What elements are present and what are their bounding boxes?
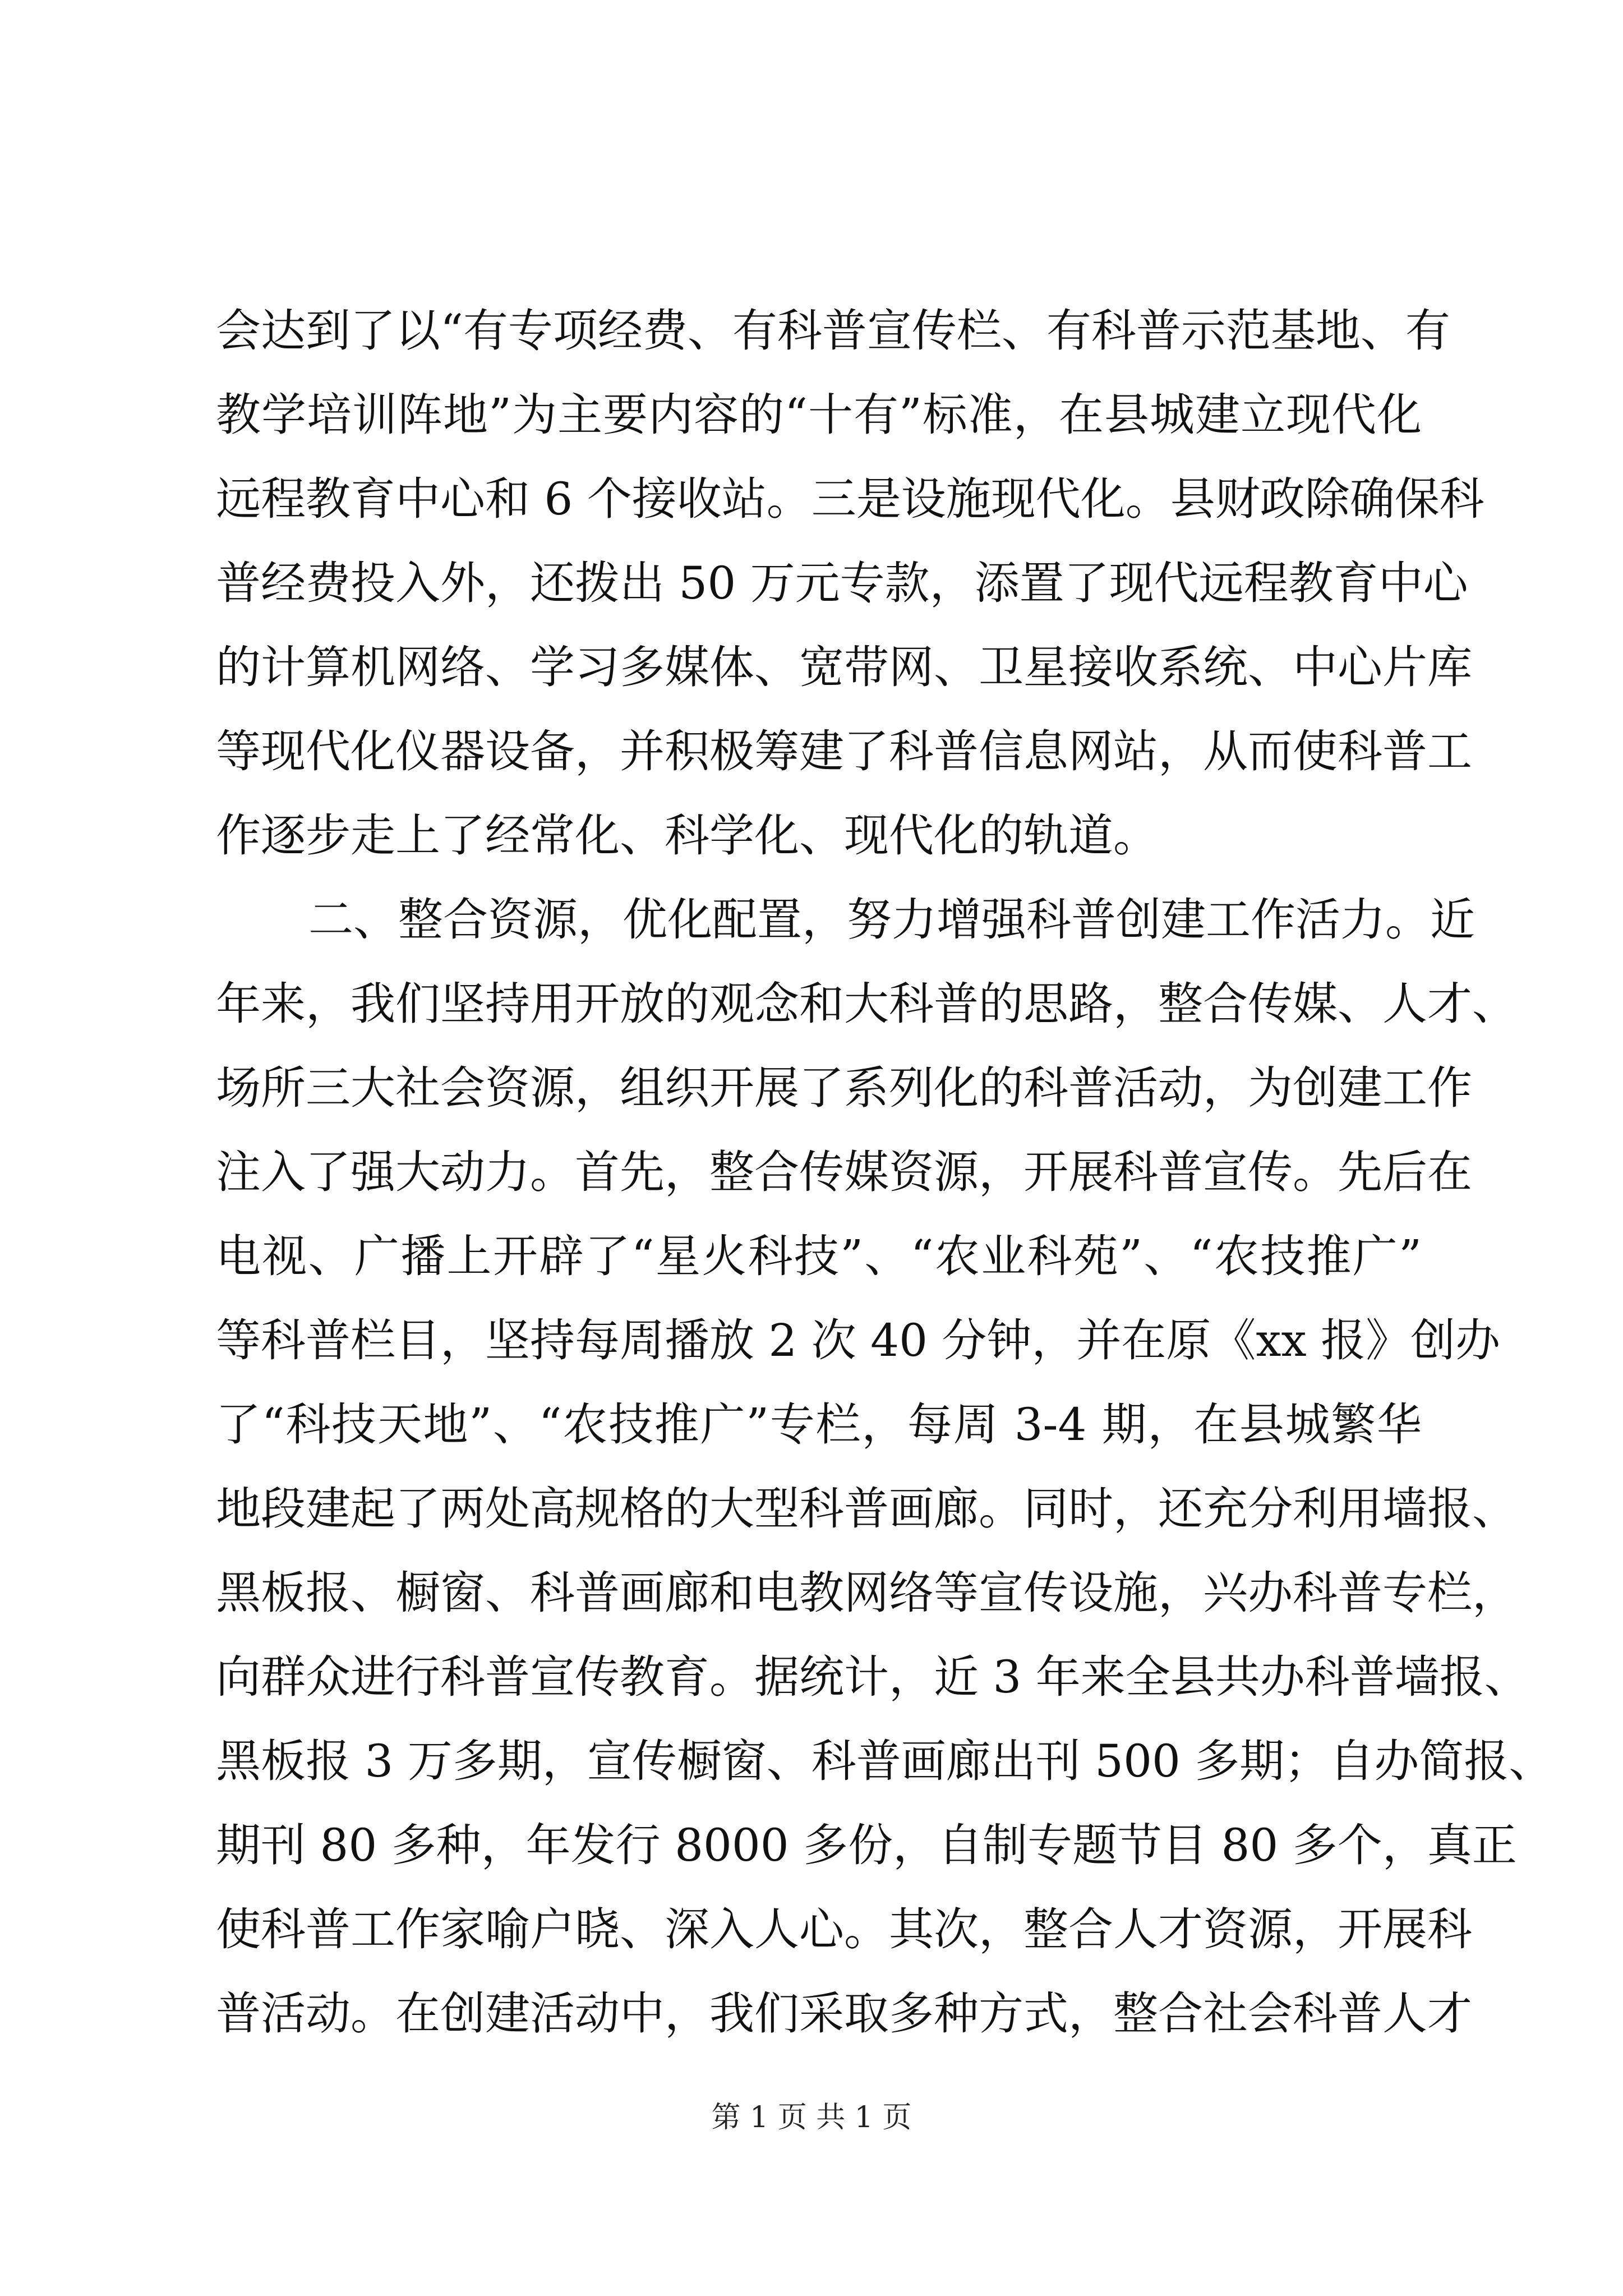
text-line-10: 场所三大社会资源，组织开展了系列化的科普活动，为创建工作 — [216, 1062, 1472, 1114]
text-line-16: 黑板报、橱窗、科普画廊和电教网络等宣传设施，兴办科普专栏， — [216, 1567, 1517, 1619]
text-line-11: 注入了强大动力。首先，整合传媒资源，开展科普宣传。先后在 — [216, 1146, 1472, 1198]
text-line-21: 普活动。在创建活动中，我们采取多种方式，整合社会科普人才 — [216, 1987, 1472, 2040]
text-line-13: 等科普栏目，坚持每周播放 2 次 40 分钟，并在原《xx 报》创办 — [216, 1314, 1501, 1366]
text-line-4: 普经费投入外，还拨出 50 万元专款，添置了现代远程教育中心 — [216, 557, 1468, 609]
text-line-12: 电视、广播上开辟了“星火科技”、“农业科苑”、“农技推广” — [216, 1230, 1422, 1282]
text-line-1: 会达到了以“有专项经费、有科普宣传栏、有科普示范基地、有 — [216, 305, 1450, 357]
page-footer: 第 1 页 共 1 页 — [711, 2101, 912, 2134]
text-line-18: 黑板报 3 万多期，宣传橱窗、科普画廊出刊 500 多期；自办简报、 — [216, 1735, 1554, 1787]
text-line-7: 作逐步走上了经常化、科学化、现代化的轨道。 — [216, 809, 1158, 862]
text-line-9: 年来，我们坚持用开放的观念和大科普的思路，整合传媒、人才、 — [216, 978, 1517, 1030]
text-line-6: 等现代化仪器设备，并积极筹建了科普信息网站，从而使科普工 — [216, 725, 1472, 777]
text-line-14: 了“科技天地”、“农技推广”专栏，每周 3-4 期，在县城繁华 — [216, 1398, 1422, 1451]
text-line-2: 教学培训阵地”为主要内容的“十有”标准，在县城建立现代化 — [216, 389, 1422, 441]
text-line-3: 远程教育中心和 6 个接收站。三是设施现代化。县财政除确保科 — [216, 473, 1484, 525]
text-line-20: 使科普工作家喻户晓、深入人心。其次，整合人才资源，开展科 — [216, 1903, 1472, 1955]
text-line-17: 向群众进行科普宣传教育。据统计，近 3 年来全县共办科普墙报、 — [216, 1651, 1529, 1703]
paragraph-2-first-line: 二、整合资源，优化配置，努力增强科普创建工作活力。近 — [308, 894, 1475, 946]
text-line-15: 地段建起了两处高规格的大型科普画廊。同时，还充分利用墙报、 — [216, 1483, 1517, 1535]
text-line-5: 的计算机网络、学习多媒体、宽带网、卫星接收系统、中心片库 — [216, 641, 1472, 693]
text-line-19: 期刊 80 多种，年发行 8000 多份，自制专题节目 80 多个，真正 — [216, 1819, 1517, 1871]
